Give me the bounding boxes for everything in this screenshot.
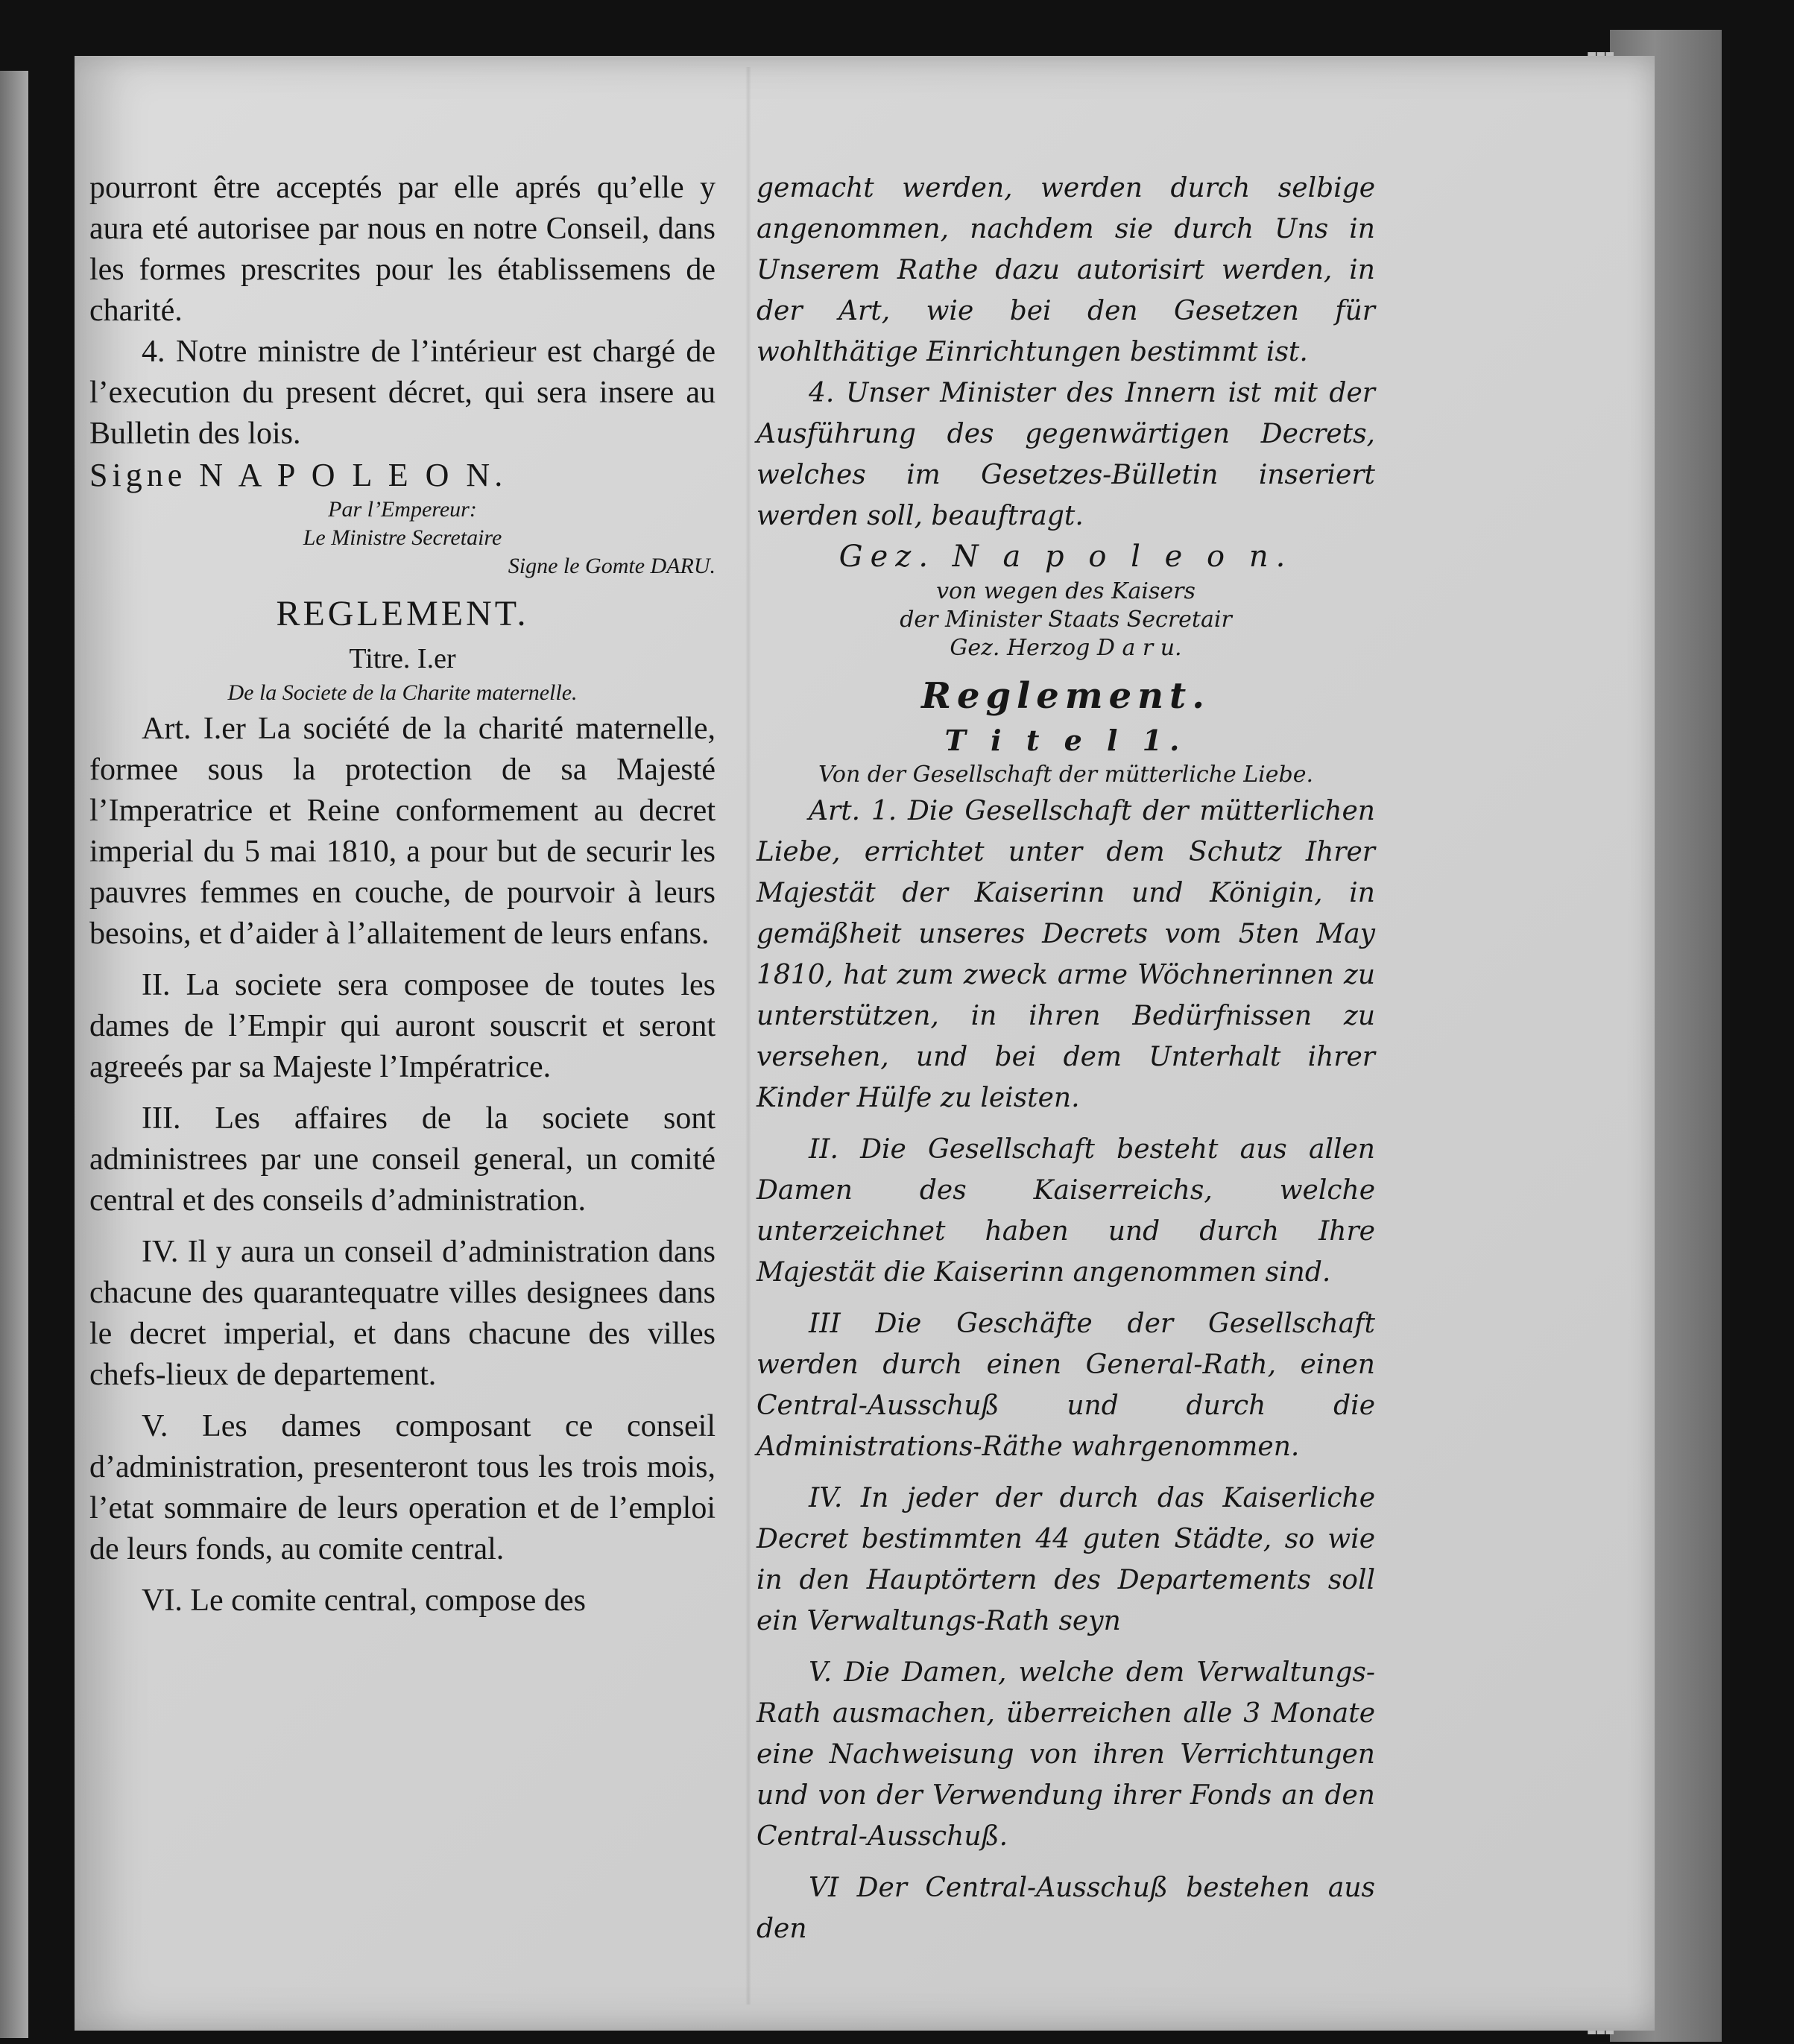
- french-article-4: 4. Notre ministre de l’intérieur est chargé de l’execution du present décret, qui sera insere au Bulletin des lois.: [89, 335, 716, 451]
- german-title-heading: T i t e l 1.: [944, 724, 1187, 757]
- german-minister: der Minister Staats Secretair: [900, 607, 1232, 633]
- french-title-heading: Titre. I.er: [349, 643, 456, 674]
- german-article-5: V. Die Damen, welche dem Verwaltungs-Rath ausmachen, überreichen alle 3 Monate eine Nachweisung von ihren Verrichtungen und von der Verwendung ihrer Fonds an den Central-Ausschuß.: [757, 1657, 1375, 1852]
- german-column: [757, 168, 1375, 1949]
- german-article-1: Art. 1. Die Gesellschaft der mütterlichen Liebe, errichtet unter dem Schutz Ihrer Majestät der Kaiserinn und Königin, in gemäßheit unseres Decrets vom 5ten May 1810, hat zum zweck arme Wöchnerinnen zu unterstützen, in ihren Bedürfnissen zu versehen, und bei dem Unterhalt ihrer Kinder Hülfe zu leisten.: [757, 796, 1375, 1113]
- french-signature: Signe N A P O L E O N.: [89, 457, 508, 493]
- german-article-3: III Die Geschäfte der Gesellschaft werden durch einen General-Rath, einen Central-Ausschuß und durch die Administrations-Räthe wahrgenommen.: [757, 1309, 1375, 1462]
- german-article-2: II. Die Gesellschaft besteht aus allen Damen des Kaiserreichs, welche unterzeichnet haben und durch Ihre Majestät die Kaiserinn angenommen sind.: [757, 1134, 1375, 1288]
- german-signature: Gez. N a p o l e o n.: [838, 540, 1293, 574]
- french-article-2: II. La societe sera composee de toutes les dames de l’Empir qui auront souscrit et seront agreeés par sa Majeste l’Impératrice.: [89, 968, 716, 1084]
- french-article-3: III. Les affaires de la societe sont administrees par une conseil general, un comité central et des conseils d’administration.: [89, 1101, 716, 1218]
- french-continuation: pourront être acceptés par elle aprés qu’elle y aura eté autorisee par nous en notre Conseil, dans les formes prescrites pour les établissemens de charité.: [89, 171, 716, 328]
- german-article-6: VI Der Central-Ausschuß bestehen aus den: [757, 1873, 1375, 1944]
- french-article-4b: IV. Il y aura un conseil d’administration dans chacune des quarantequatre villes designees dans le decret imperial, et dans chacune des villes chefs-lieux de departement.: [89, 1235, 716, 1392]
- french-minister: Le Ministre Secretaire: [303, 525, 502, 550]
- german-article-4b: IV. In jeder der durch das Kaiserliche Decret bestimmten 44 guten Städte, so wie in den Hauptörtern des Departements soll ein Verwaltungs-Rath seyn: [757, 1483, 1375, 1636]
- facing-page-edge: [0, 71, 28, 2038]
- french-article-5: V. Les dames composant ce conseil d’administration, presenteront tous les trois mois, l’etat sommaire de leurs operation et de l’emploi de leurs fonds, au comite central.: [89, 1409, 716, 1566]
- french-title-subheading: De la Societe de la Charite maternelle.: [227, 680, 578, 705]
- column-divider: [745, 67, 751, 2005]
- german-countersignature: Gez. Herzog D a r u.: [950, 635, 1182, 661]
- german-by-emperor: von wegen des Kaisers: [936, 578, 1196, 604]
- french-column: [89, 168, 716, 1621]
- french-article-1: Art. I.er La société de la charité maternelle, formee sous la protection de sa Majesté l’Imperatrice et Reine conformement au decret imperial du 5 mai 1810, a pour but de securir les pauvres femmes en couche, de pourvoir à leurs besoins, et d’aider à l’allaitement de leurs enfans.: [89, 712, 716, 951]
- german-reglement-heading: Reglement.: [921, 675, 1210, 717]
- french-article-6: VI. Le comite central, compose des: [142, 1583, 586, 1618]
- french-reglement-heading: REGLEMENT.: [276, 594, 529, 633]
- german-article-4: 4. Unser Minister des Innern ist mit der Ausführung des gegenwärtigen Decrets, welches im Gesetzes-Bülletin inseriert werden soll, beauftragt.: [757, 378, 1375, 531]
- french-countersignature: Signe le Gomte DARU.: [508, 554, 716, 578]
- german-continuation: gemacht werden, werden durch selbige angenommen, nachdem sie durch Uns in Unserem Rathe dazu autorisirt werden, in der Art, wie bei den Gesetzen für wohlthätige Einrichtungen bestimmt ist.: [757, 173, 1375, 367]
- german-title-subheading: Von der Gesellschaft der mütterliche Liebe.: [818, 762, 1313, 788]
- french-by-emperor: Par l’Empereur:: [328, 497, 477, 522]
